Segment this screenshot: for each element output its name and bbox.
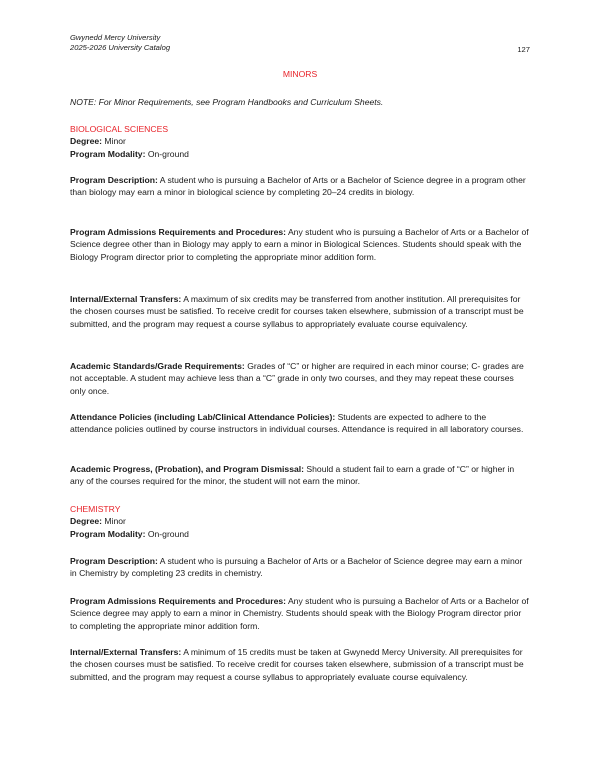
paragraph-text: A student who is pursuing a Bachelor of Arts or a Bachelor of Science degree in a program other than biology may earn a minor in biological science by completing 20–24 credits in biology. [70,175,526,198]
paragraph-text: Should a student fail to earn a grade of “C” or higher in any of the courses required for the minor, the student will not earn the minor. [70,464,515,487]
paragraph-text: A minimum of 15 credits must be taken at Gwynedd Mercy University. All prerequisites for the chosen courses must be satisfied. To receive credit for courses taken elsewhere, submission of a transcript must be submitted, and the program may request a course syllabus to appropriately evaluate course equivalency. [70,647,524,682]
paragraph-label: Program Admissions Requirements and Procedures: [70,227,287,237]
page-title: MINORS [282,69,318,79]
degree-value: Minor [104,136,126,147]
modality-line [70,148,530,160]
paragraph-label: Internal/External Transfers: [70,294,182,304]
paragraph-text: Any student who is pursuing a Bachelor of Arts or a Bachelor of Science degree may apply to earn a minor in Chemistry. Students should speak with the Biology Program director prior to completing the appropriate minor addition form. [70,596,529,631]
paragraph-text: Students are expected to adhere to the attendance policies outlined by course instructors in individual courses. Attendance is required in all laboratory courses. [70,412,524,435]
page-number: 127 [517,45,530,54]
running-header [70,33,170,54]
paragraph-label: Program Description: [70,175,158,185]
paragraph [70,174,530,199]
paragraph [70,463,530,488]
section-chemistry [70,503,530,540]
paragraph [70,411,530,436]
modality-label: Program Modality: [70,148,146,159]
paragraph-label: Program Description: [70,556,158,566]
paragraph [70,293,530,330]
degree-label: Degree: [70,516,102,527]
modality-label: Program Modality: [70,528,146,539]
degree-line [70,515,530,527]
section-biological-sciences [70,123,530,160]
degree-value: Minor [104,516,126,527]
paragraph [70,646,530,683]
header-catalog: 2025-2026 University Catalog [70,43,171,53]
paragraph-text: A student who is pursuing a Bachelor of Arts or a Bachelor of Science degree may earn a minor in Chemistry by completing 23 credits in chemistry. [70,556,523,579]
modality-value: On-ground [147,148,189,159]
degree-line [70,135,530,147]
paragraph [70,226,530,263]
header-institution: Gwynedd Mercy University [70,33,161,42]
paragraph [70,595,530,632]
paragraph-label: Program Admissions Requirements and Procedures: [70,596,287,606]
section-title: CHEMISTRY [70,504,121,514]
paragraph-text: Any student who is pursuing a Bachelor of Arts or a Bachelor of Science degree other than in Biology may apply to earn a minor in Biological Sciences. Students should speak with the Biology Program director prior to completing the appropriate minor addition form. [70,227,529,262]
paragraph-text: Grades of “C” or higher are required in each minor course; C- grades are not acceptable. A student may achieve less than a “C” grade in only two courses, and they may repeat these courses only once. [70,361,524,396]
note: NOTE: For Minor Requirements, see Program Handbooks and Curriculum Sheets. [70,97,384,107]
modality-line [70,528,530,540]
modality-value: On-ground [147,528,189,539]
paragraph-text: A maximum of six credits may be transferred from another institution. All prerequisites for the chosen courses must be satisfied. To receive credit for courses taken elsewhere, submission of a transcript must be submitted, and the program may request a course syllabus to appropriately evaluate course equivalency. [70,294,524,329]
paragraph-label: Academic Standards/Grade Requirements: [70,361,245,371]
paragraph [70,555,530,580]
paragraph-label: Academic Progress, (Probation), and Program Dismissal: [70,464,305,474]
degree-label: Degree: [70,136,102,147]
paragraph [70,360,530,397]
paragraph-label: Internal/External Transfers: [70,647,182,657]
paragraph-label: Attendance Policies (including Lab/Clinical Attendance Policies): [70,412,336,422]
section-title: BIOLOGICAL SCIENCES [70,124,169,134]
